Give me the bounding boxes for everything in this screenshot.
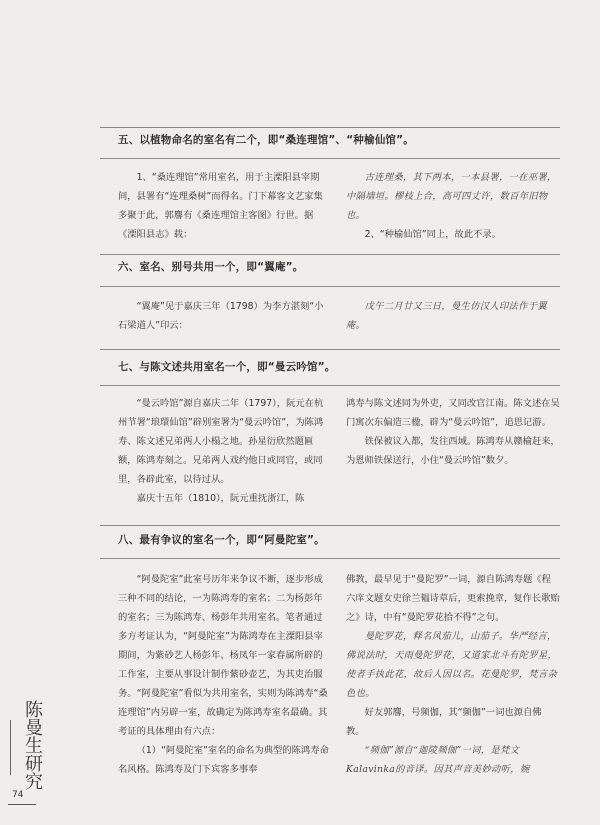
section7-paragraph: 铁保被议入都，发往西域。陈鸿寿从赣榆赶来，为恩师铁保送行，小住“曼云吟馆”数夕。	[346, 436, 560, 466]
section7-right-column	[346, 394, 560, 470]
section8-left-column	[118, 570, 330, 779]
divider	[100, 349, 560, 350]
divider	[100, 385, 560, 386]
section8-heading: 八、最有争议的室名一个，即“阿曼陀室”。	[118, 534, 325, 546]
section5-note: 2、“种榆仙馆”同上，故此不录。	[364, 229, 502, 240]
divider	[100, 158, 560, 159]
divider	[100, 286, 560, 287]
section8-paragraph: “阿曼陀室”此室号历年来争议不断，逐步形成三种不同的结论，一为陈鸿寿的室名；二为杨彭年的室名；三为陈鸿寿、杨彭年共用室名。笔者通过多方考证认为，“阿曼陀室”为陈鸿寿在主溧阳县宰期间，为紫砂艺人杨彭年、杨凤年一家春属所辟的工作室，主要从事设计制作紫砂壶艺，为其吏治服务。“阿曼陀室”看似为共用室名，实则为陈鸿寿“桑连理馆”内另辟一室，故确定为陈鸿寿室名最确。其考证的具体理由有六点：	[118, 574, 328, 737]
section5-paragraph: 1、“桑连理馆”常用室名，用于主溧阳县宰期间，县署有“连理桑树”而得名。门下幕客文艺家集多聚于此，郭麐有《桑连理馆主客图》行世。据《溧阳县志》载：	[118, 172, 323, 240]
section5-left-column	[118, 168, 330, 244]
section6-right-column	[346, 297, 560, 335]
section8-paragraph: （1）“阿曼陀室”室名的命名为典型的陈鸿寿命名风格。陈鸿寿及门下宾客多事奉	[118, 745, 329, 775]
section6-paragraph: “翼庵”见于嘉庆三年（1798）为李方湛刻“小石梁道人”印云：	[118, 301, 324, 331]
section8-quote: 曼陀罗花，释名风茄儿，山茄子。华严经言，佛说法时，天雨曼陀罗花，又道家北斗有陀罗星，使者手执此花，故后人因以名。花曼陀罗，梵言杂色也。	[346, 631, 558, 699]
book-title-calligraphy: 陈曼生研究	[22, 700, 43, 790]
section5-right-column	[346, 168, 560, 244]
section8-quote: “频伽”源自“迦陵频伽”一词，是梵文Kalavinka的音译。因其声音美妙动听，婉	[346, 745, 530, 775]
section7-left-column	[118, 394, 330, 508]
page-number-rule	[8, 804, 36, 805]
section7-paragraph: “曼云吟馆”源自嘉庆二年（1797），阮元在杭州节署“琅環仙馆”辟别室署为“曼云吟馆”，为陈鸿寿、陈文述兄弟两人小榻之地。孙星衍欣然题匾额，陈鸿寿刻之。兄弟两人戏约他日或同官，或同里，各辟此室，以待过从。	[118, 398, 324, 485]
divider-top	[100, 127, 560, 128]
section7-paragraph: 嘉庆十五年（1810），阮元重抚浙江，陈	[136, 493, 305, 504]
divider	[100, 525, 560, 526]
section8-right-column	[346, 570, 560, 779]
section6-heading: 六、室名、别号共用一个，即“翼庵”。	[118, 261, 304, 273]
section8-paragraph: 好友郭麐，号频伽，其“频伽”一词也源自佛教。	[346, 707, 542, 737]
section6-quote: 戊午二月廿又三日，曼生仿汉人印法作于翼庵。	[346, 301, 547, 331]
section5-heading: 五、以植物命名的室名有二个，即“桑连理馆”、“种榆仙馆”。	[118, 134, 414, 146]
section6-left-column	[118, 297, 330, 335]
section8-paragraph: 佛教，最早见于“曼陀罗”一词，源自陈鸿寿题《程六庠文题女史徐兰韫诗草后，更索挽章，复作长歌贻之》诗，中有“曼陀罗花拾不得”之句。	[346, 574, 560, 623]
sidebar-rule	[10, 720, 11, 775]
section5-quote: 古连理桑，其下两本，一本县署，一在巫署，中隔墙垣。樛枝上合，高可四丈许，数百年旧物也。	[346, 172, 557, 221]
section7-heading: 七、与陈文述共用室名一个，即“曼云吟馆”。	[118, 361, 336, 373]
page-number: 74	[12, 790, 24, 800]
divider	[100, 558, 560, 559]
section7-paragraph: 鸿寿与陈文述同为外吏，又同改官江南。陈文述在吴门寓次东偏造三楹，辟为“曼云吟馆”，追思记游。	[346, 398, 560, 428]
divider	[100, 254, 560, 255]
